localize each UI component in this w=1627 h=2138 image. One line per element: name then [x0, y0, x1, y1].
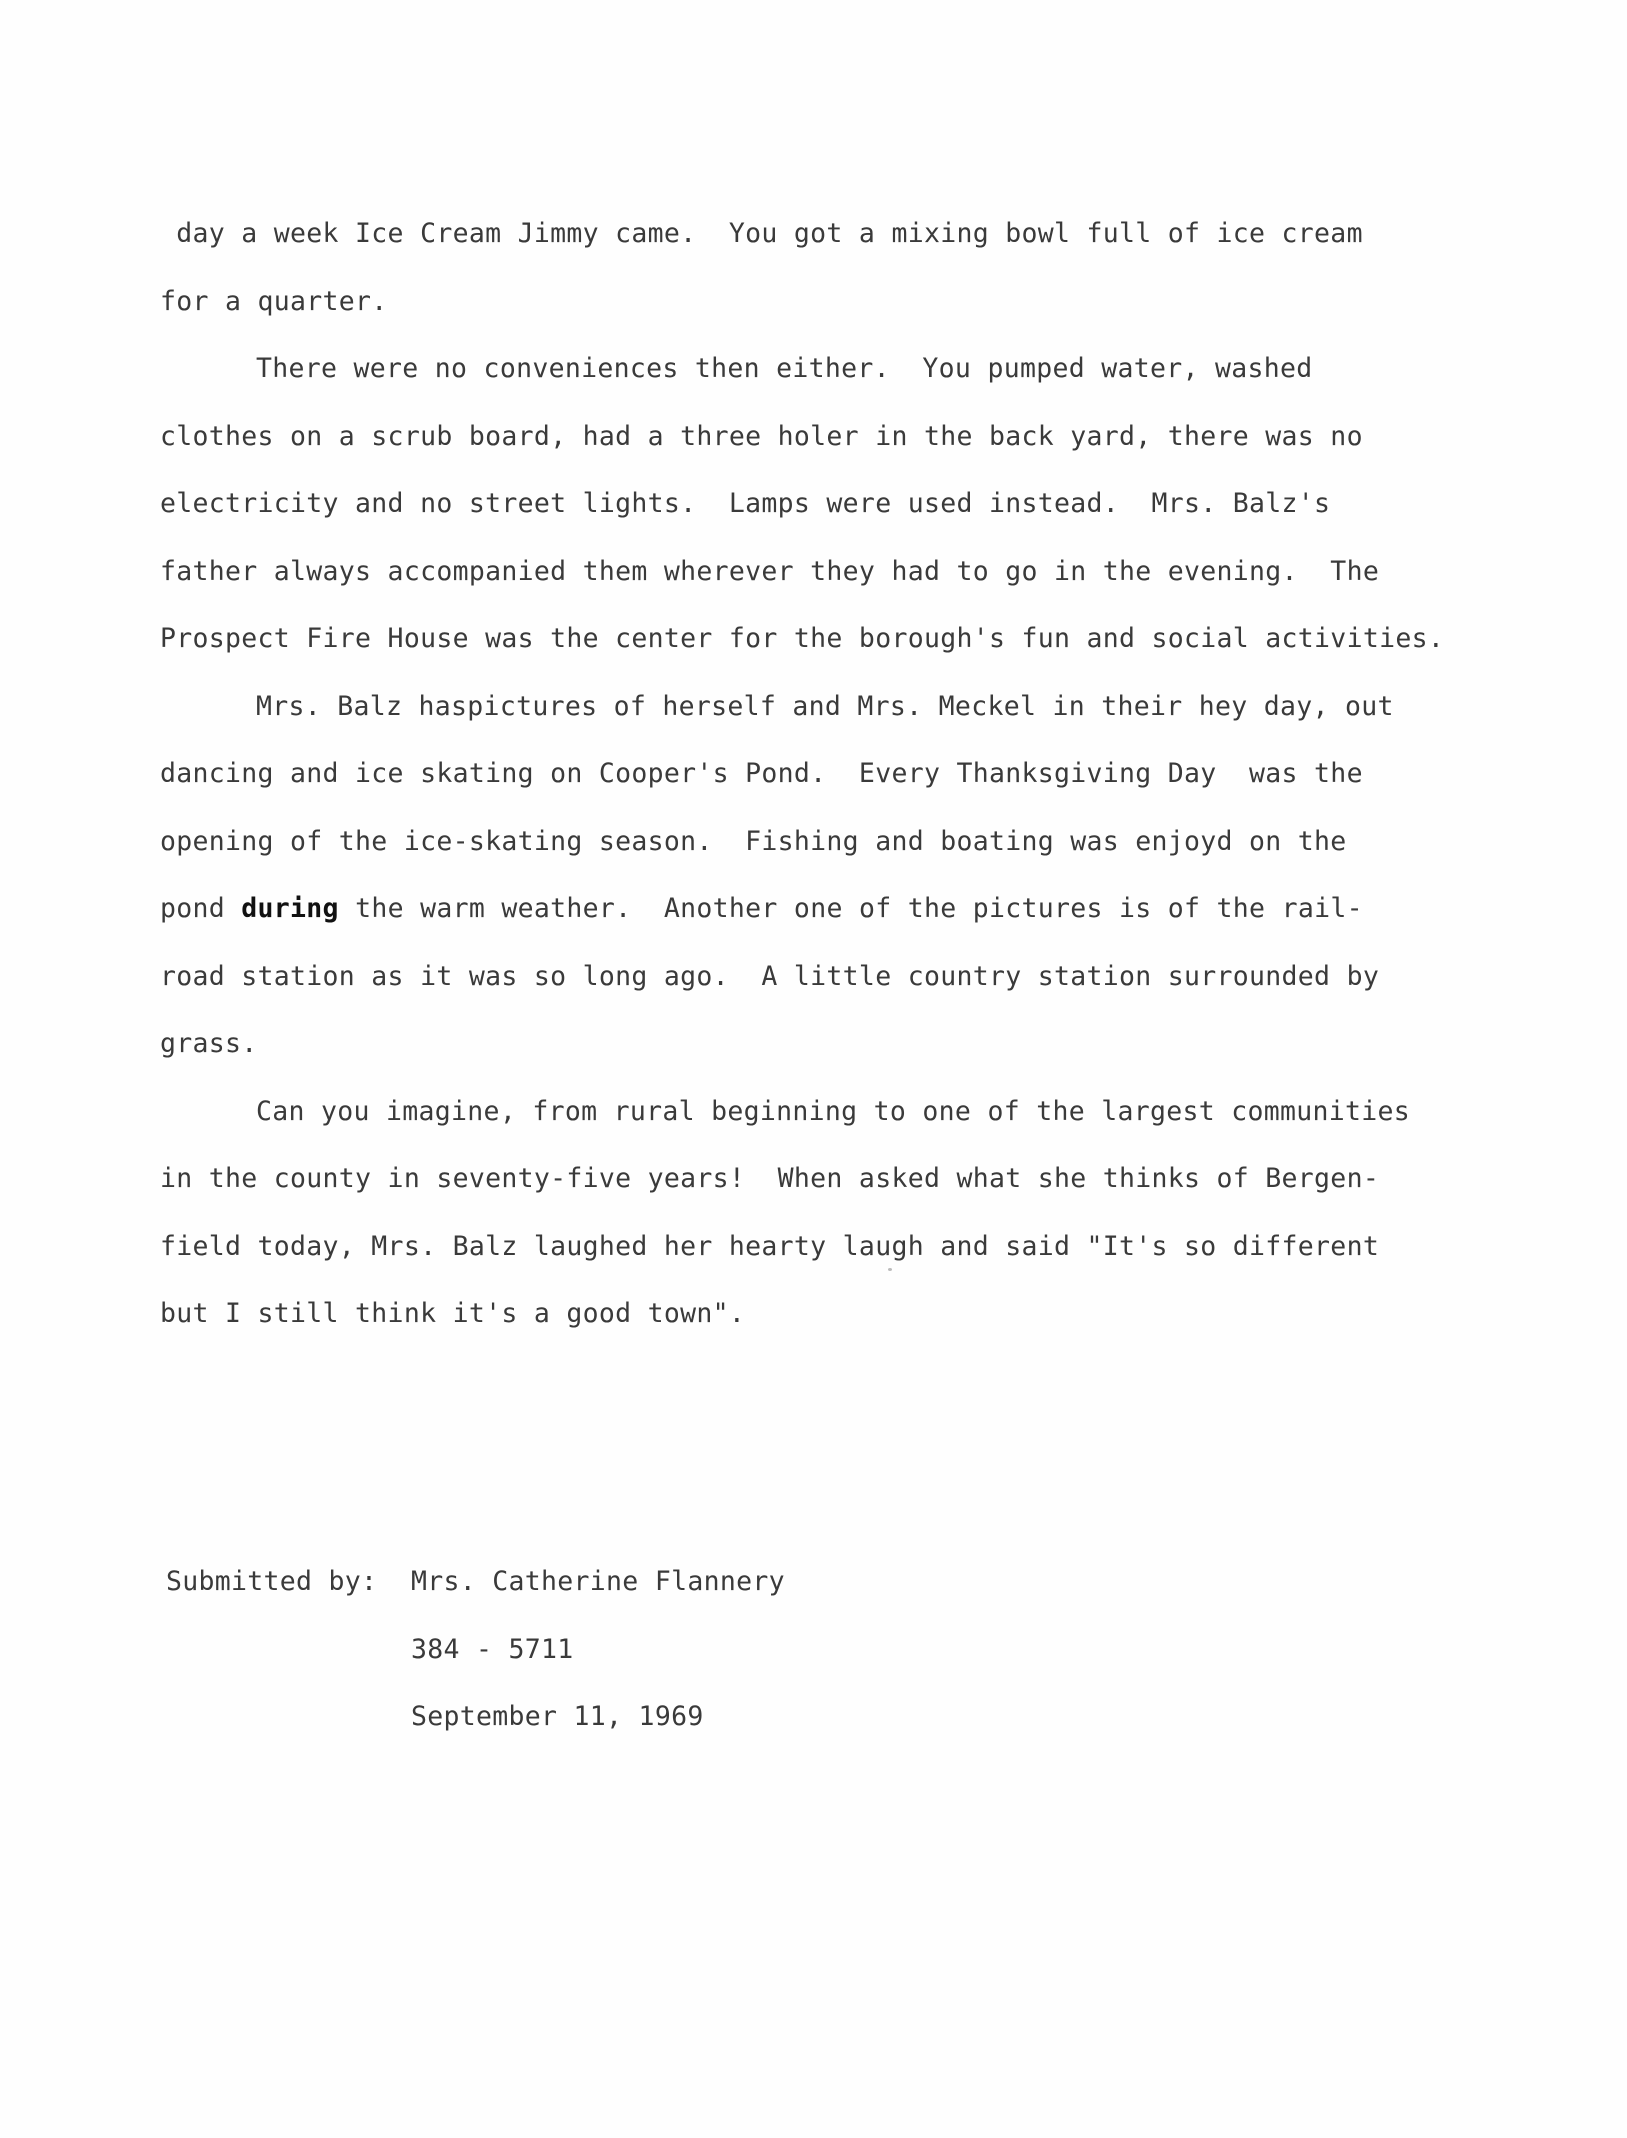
text-line: Can you imagine, from rural beginning to one of the largest communities [256, 1095, 1411, 1127]
text-line: but I still think it's a good town". [160, 1298, 746, 1329]
paragraph-conveniences [160, 335, 1490, 673]
text-fragment: pond [160, 893, 242, 924]
submitter-row [166, 1548, 785, 1616]
overstruck-word: during [241, 893, 339, 924]
text-line: Mrs. Balz haspictures of herself and Mrs. Meckel in their hey day, out [256, 690, 1394, 722]
text-line: Prospect Fire House was the center for the borough's fun and social activities. [160, 623, 1445, 654]
paragraph-imagine [160, 1078, 1490, 1348]
submitter-phone: 384 - 5711 [411, 1633, 574, 1665]
text-line: electricity and no street lights. Lamps were used instead. Mrs. Balz's [160, 488, 1331, 519]
text-line: road station as it was so long ago. A little country station surrounded by [160, 960, 1380, 992]
paragraph-pictures [160, 673, 1490, 1078]
text-line: father always accompanied them wherever they had to go in the evening. The [160, 555, 1380, 587]
text-line: opening of the ice-skating season. Fishing and boating was enjoyd on the [160, 825, 1347, 857]
text-line: field today, Mrs. Balz laughed her hearty laugh and said "It's so different [160, 1230, 1380, 1262]
submitter-name: Mrs. Catherine Flannery [411, 1566, 785, 1597]
paper-speck [888, 1268, 892, 1271]
submission-date: September 11, 1969 [411, 1701, 704, 1732]
paragraph-ice-cream [160, 200, 1490, 335]
text-line [160, 875, 1490, 943]
document-body [160, 200, 1490, 1348]
phone-row [166, 1616, 785, 1684]
submitted-by-label: Submitted by: [166, 1566, 378, 1597]
text-line: dancing and ice skating on Cooper's Pond. Every Thanksgiving Day was the [160, 758, 1363, 789]
text-line: day a week Ice Cream Jimmy came. You got a mixing bowl full of ice cream [160, 218, 1363, 249]
text-line: grass. [160, 1028, 258, 1059]
submission-block [166, 1548, 785, 1751]
text-fragment: the warm weather. Another one of the pictures is of the rail- [338, 893, 1363, 924]
date-row [166, 1683, 785, 1751]
text-line: for a quarter. [160, 285, 388, 317]
text-line: in the county in seventy-five years! When asked what she thinks of Bergen- [160, 1163, 1380, 1194]
text-line: clothes on a scrub board, had a three holer in the back yard, there was no [160, 420, 1363, 452]
text-line: There were no conveniences then either. You pumped water, washed [256, 353, 1313, 384]
